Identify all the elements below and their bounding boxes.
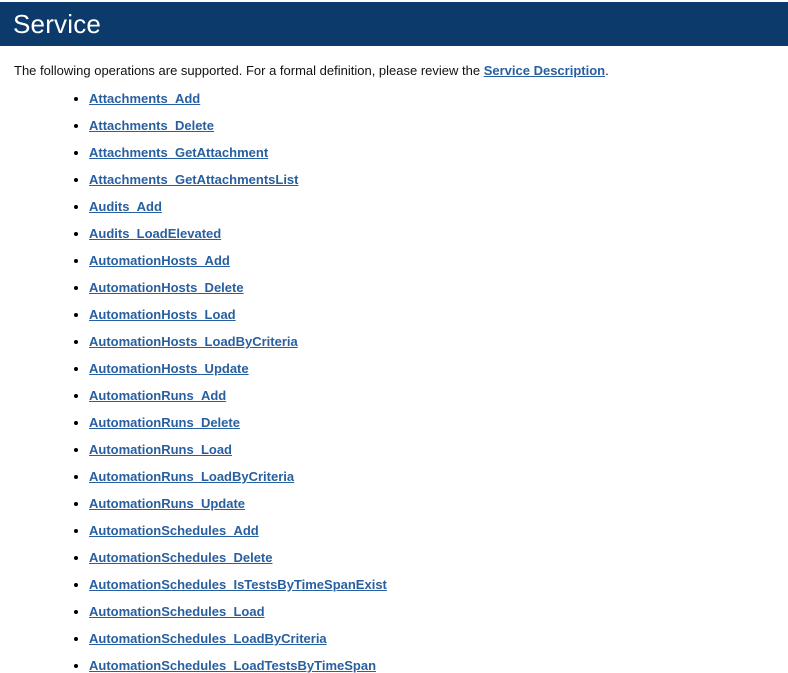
list-item [89, 173, 788, 187]
operation-link[interactable]: AutomationSchedules_Delete [89, 550, 273, 565]
operation-link[interactable]: AutomationSchedules_Load [89, 604, 265, 619]
list-item [89, 578, 788, 592]
operation-link[interactable]: AutomationSchedules_Add [89, 523, 259, 538]
list-item [89, 308, 788, 322]
intro-text-after: . [605, 63, 609, 78]
list-item [89, 443, 788, 457]
list-item [89, 335, 788, 349]
operation-link[interactable]: AutomationHosts_Update [89, 361, 249, 376]
intro-text-before: The following operations are supported. For a formal definition, please review the [14, 63, 484, 78]
list-item [89, 254, 788, 268]
list-item [89, 200, 788, 214]
operation-link[interactable]: Attachments_GetAttachmentsList [89, 172, 299, 187]
list-item [89, 470, 788, 484]
list-item [89, 551, 788, 565]
operation-link[interactable]: AutomationRuns_Delete [89, 415, 240, 430]
list-item [89, 497, 788, 511]
list-item [89, 119, 788, 133]
operation-link[interactable]: AutomationSchedules_IsTestsByTimeSpanExist [89, 577, 387, 592]
operations-list [0, 92, 788, 673]
list-item [89, 362, 788, 376]
operation-link[interactable]: Attachments_GetAttachment [89, 145, 269, 160]
operation-link[interactable]: Attachments_Add [89, 91, 201, 106]
list-item [89, 416, 788, 430]
list-item [89, 92, 788, 106]
list-item [89, 524, 788, 538]
list-item [89, 632, 788, 646]
operation-link[interactable]: Audits_LoadElevated [89, 226, 222, 241]
intro-text [14, 63, 774, 79]
service-description-link[interactable]: Service Description [483, 63, 606, 78]
page-title: Service [13, 8, 102, 39]
list-item [89, 389, 788, 403]
page-header [0, 2, 788, 46]
operation-link[interactable]: AutomationHosts_Add [89, 253, 230, 268]
operation-link[interactable]: Audits_Add [89, 199, 162, 214]
operation-link[interactable]: AutomationHosts_Load [89, 307, 236, 322]
list-item [89, 659, 788, 673]
list-item [89, 281, 788, 295]
operation-link[interactable]: Attachments_Delete [89, 118, 214, 133]
list-item [89, 227, 788, 241]
operation-link[interactable]: AutomationRuns_LoadByCriteria [89, 469, 295, 484]
operation-link[interactable]: AutomationRuns_Load [89, 442, 232, 457]
list-item [89, 146, 788, 160]
operation-link[interactable]: AutomationRuns_Update [89, 496, 245, 511]
operation-link[interactable]: AutomationSchedules_LoadTestsByTimeSpan [89, 658, 377, 673]
operation-link[interactable]: AutomationSchedules_LoadByCriteria [89, 631, 327, 646]
list-item [89, 605, 788, 619]
operation-link[interactable]: AutomationHosts_LoadByCriteria [89, 334, 298, 349]
operation-link[interactable]: AutomationHosts_Delete [89, 280, 244, 295]
operation-link[interactable]: AutomationRuns_Add [89, 388, 227, 403]
